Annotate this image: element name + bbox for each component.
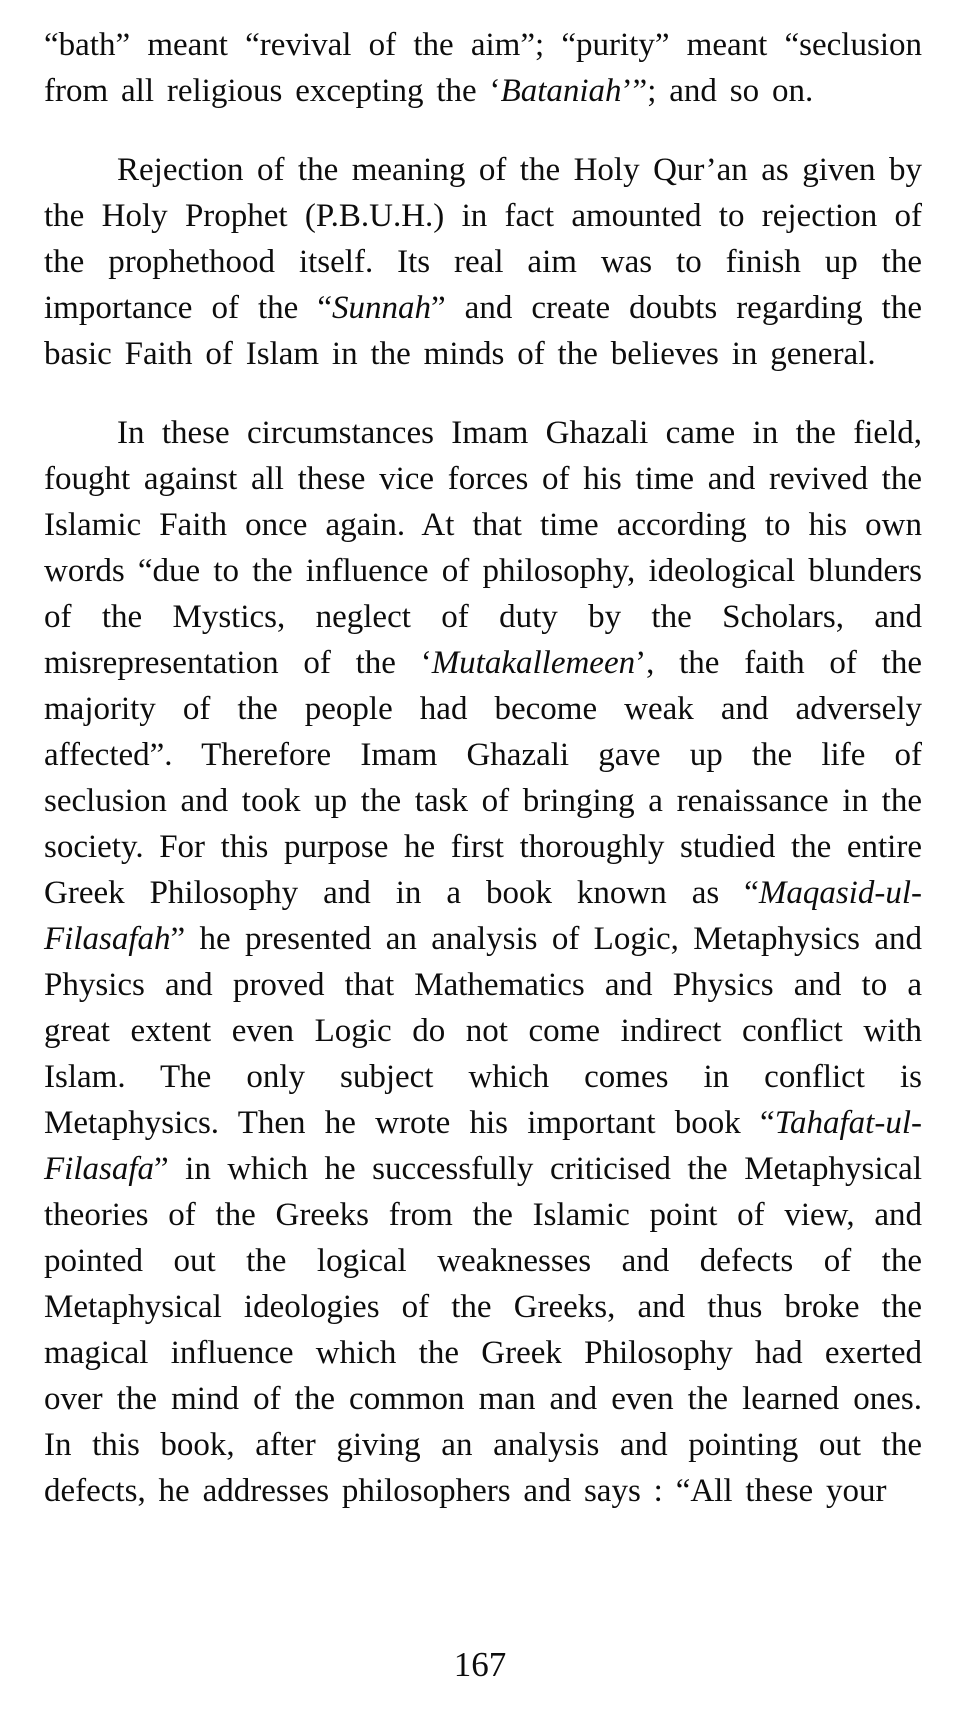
text-segment: “bath” meant “revival of the aim”; “purity” meant “seclusion from all religious excepting the ‘ (44, 27, 922, 109)
page-number: 167 (453, 1645, 507, 1684)
text-segment: ’”; and so on. (621, 73, 814, 109)
italic-term: Mutakallemeen (431, 645, 636, 681)
text-segment: In these circumstances Imam Ghazali came in the field, fought against all these vice forces of his time and revived the Islamic Faith once again. At that time according to his own words “due to the influence of philosophy, ideological blunders of the Mystics, neglect of duty by the Scholars, and misrepresentation of the ‘ (44, 415, 922, 681)
text-segment: Rejection of the meaning of the Holy Qur’an as given by the Holy Prophet (P.B.U.H.) in fact amounted to rejection of the prophethood itself. Its real aim was to finish up the importance of the “ (44, 152, 922, 326)
text-segment: ” he presented an analysis of Logic, Metaphysics and Physics and proved that Mathematics and Physics and to a great extent even Logic do not come indirect conflict with Islam. The only subject which comes in conflict is Metaphysics. Then he wrote his important book “ (44, 921, 922, 1141)
paragraph-3 (44, 410, 922, 1514)
text-segment: ” in which he successfully criticised the Metaphysical theories of the Greeks from the Islamic point of view, and pointed out the logical weaknesses and defects of the Metaphysical ideologies of the Greeks, and thus broke the magical influence which the Greek Philosophy had exerted over the mind of the common man and even the learned ones. In this book, after giving an analysis and pointing out the defects, he addresses philosophers and says : “All these your (44, 1151, 922, 1509)
paragraph-1 (44, 22, 922, 114)
italic-term: Maqasid-ul-Filasafah (44, 875, 922, 957)
italic-term: Bataniah (500, 73, 622, 109)
paragraph-2 (44, 147, 922, 377)
text-segment: ” and create doubts regarding the basic Faith of Islam in the minds of the believes in general. (44, 290, 922, 372)
text-block (44, 22, 922, 1547)
text-segment: ’, the faith of the majority of the people had become weak and adversely affected”. Therefore Imam Ghazali gave up the life of seclusion and took up the task of bringing a renaissance in the society. For this purpose he first thoroughly studied the entire Greek Philosophy and in a book known as “ (44, 645, 923, 911)
italic-term: Sunnah (332, 290, 431, 326)
italic-term: Tahafat-ul-Filasafa (44, 1105, 922, 1187)
